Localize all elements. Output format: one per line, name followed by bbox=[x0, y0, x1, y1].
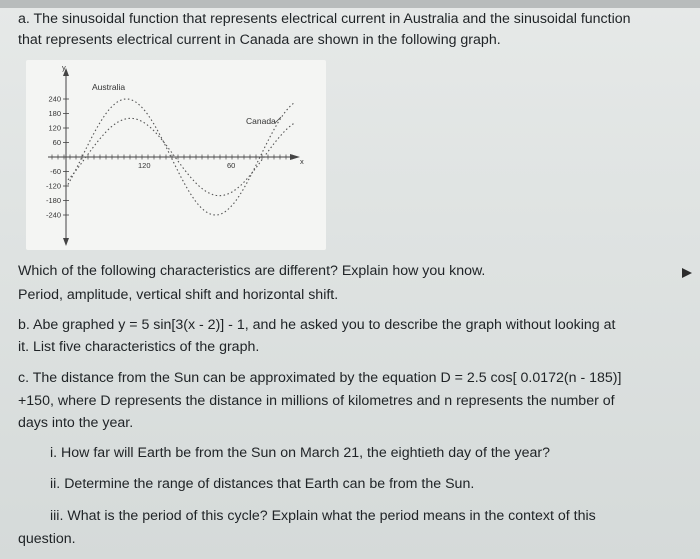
question-a-line-1: a. The sinusoidal function that represents electrical current in Australia and the sinusoidal function bbox=[18, 11, 631, 27]
question-b-line-2: it. List five characteristics of the graph. bbox=[18, 339, 260, 355]
question-c-sub-iii-cont: question. bbox=[18, 531, 76, 547]
sinusoid-graph bbox=[26, 60, 326, 250]
question-b-prefix: b. Abe graphed bbox=[18, 317, 119, 333]
question-c-sub-i: i. How far will Earth be from the Sun on March 21, the eightieth day of the year? bbox=[50, 445, 550, 461]
y-tick-label-2: 120 bbox=[48, 123, 61, 133]
question-c-sub-ii: ii. Determine the range of distances that Earth can be from the Sun. bbox=[50, 476, 475, 492]
x-tick-label-60: 60 bbox=[227, 161, 236, 170]
y-tick-label-1: 180 bbox=[48, 109, 61, 118]
question-a-options: Period, amplitude, vertical shift and horizontal shift. bbox=[18, 287, 339, 303]
y-tick-label-5: -120 bbox=[45, 181, 61, 191]
question-c-line-1: c. The distance from the Sun can be approximated by the equation D = 2.5 cos[ 0.0172(n - 185)] bbox=[18, 370, 622, 386]
mouse-cursor-icon bbox=[682, 268, 692, 278]
question-c-line-2: +150, where D represents the distance in millions of kilometres and n represents the number of bbox=[18, 393, 615, 409]
y-tick-label-6: -180 bbox=[45, 196, 61, 205]
y-tick-label-3: 60 bbox=[52, 138, 61, 147]
x-axis-letter: x bbox=[300, 157, 304, 166]
question-a-prompt: Which of the following characteristics are different? Explain how you know. bbox=[18, 263, 486, 279]
y-axis-arrow-bottom bbox=[63, 238, 69, 246]
question-c-line-3: days into the year. bbox=[18, 415, 134, 431]
x-axis-arrow bbox=[290, 154, 300, 160]
y-tick-label-4: -60 bbox=[50, 167, 61, 176]
question-c-sub-iii: iii. What is the period of this cycle? Explain what the period means in the context of this bbox=[50, 508, 596, 524]
x-tick-label-120: 120 bbox=[138, 161, 151, 170]
australia-label: Australia bbox=[92, 82, 126, 92]
y-axis-letter: y bbox=[62, 63, 66, 72]
question-a-line-2: that represents electrical current in Canada are shown in the following graph. bbox=[18, 32, 501, 48]
question-b-equation: y = 5 sin[3(x - 2)] - 1 bbox=[118, 317, 245, 333]
canada-label: Canada bbox=[246, 116, 276, 126]
graph-svg bbox=[26, 60, 326, 250]
top-border bbox=[0, 0, 700, 8]
question-b-suffix: , and he asked you to describe the graph without looking at bbox=[244, 317, 616, 333]
y-tick-label-0: 240 bbox=[48, 94, 61, 104]
y-tick-label-7: -240 bbox=[45, 210, 61, 220]
question-b-line-1 bbox=[18, 316, 615, 334]
